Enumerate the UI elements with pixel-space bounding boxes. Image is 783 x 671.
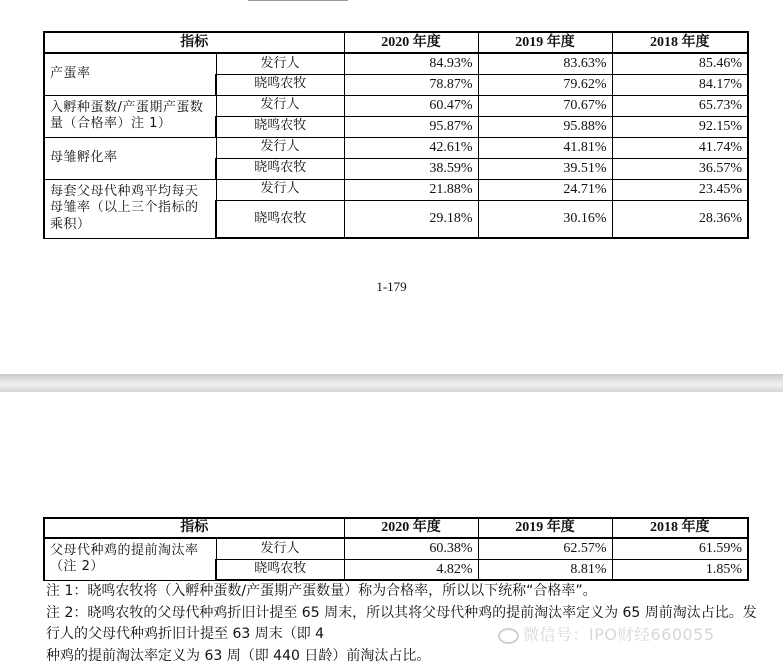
table-row [44,95,748,116]
value-cell: 42.61% [344,137,478,158]
table-row [44,53,748,74]
value-cell: 95.88% [478,116,612,137]
value-cell: 60.38% [344,538,478,559]
wechat-watermark [498,622,715,645]
watermark-text: 微信号：IPO财经660055 [523,625,715,644]
value-cell: 8.81% [478,559,612,580]
value-cell: 65.73% [612,95,748,116]
value-cell: 70.67% [478,95,612,116]
value-cell: 84.17% [612,74,748,95]
value-cell: 85.46% [612,53,748,74]
value-cell: 4.82% [344,559,478,580]
table-row [44,538,748,559]
value-cell: 79.62% [478,74,612,95]
value-cell: 36.57% [612,158,748,179]
indicator-label: 父母代种鸡的提前淘汰率（注 2） [44,538,216,580]
elimination-rate-table [43,517,749,581]
value-cell: 41.74% [612,137,748,158]
value-cell: 23.45% [612,179,748,200]
value-cell: 30.16% [478,200,612,238]
note-2: 注 2：晓鸣农牧的父母代种鸡折旧计提至 65 周末，所以其将父母代种鸡的提前淘汰率定义为 65 周前淘汰占比。发行人的父母代种鸡折旧计提至 63 周末（即 4 [46,604,757,642]
header-year-2020: 2020 年度 [344,32,478,53]
table-row [44,137,748,158]
header-year-2018: 2018 年度 [612,518,748,538]
indicator-label: 产蛋率 [44,53,216,95]
value-cell: 83.63% [478,53,612,74]
value-cell: 24.71% [478,179,612,200]
value-cell: 78.87% [344,74,478,95]
value-cell: 92.15% [612,116,748,137]
header-indicator: 指标 [44,32,344,53]
table-header-row [44,518,748,538]
wechat-icon [498,628,519,644]
entity-label: 发行人 [216,53,344,74]
entity-label: 晓鸣农牧 [216,158,344,179]
value-cell: 29.18% [344,200,478,238]
value-cell: 1.85% [612,559,748,580]
entity-label: 发行人 [216,137,344,158]
page-separator [0,374,783,392]
note-2-continued: 种鸡的提前淘汰率定义为 63 周（即 440 日龄）前淘汰占比。 [46,647,431,664]
table-row [44,179,748,200]
note-1: 注 1：晓鸣农牧将（入孵种蛋数/产蛋期产蛋数量）称为合格率，所以以下统称“合格率”。 [46,583,597,599]
value-cell: 95.87% [344,116,478,137]
entity-label: 发行人 [216,538,344,559]
entity-label: 晓鸣农牧 [216,74,344,95]
header-indicator: 指标 [44,518,344,538]
value-cell: 62.57% [478,538,612,559]
indicator-table [43,31,749,239]
entity-label: 晓鸣农牧 [216,559,344,580]
value-cell: 21.88% [344,179,478,200]
indicator-label: 入孵种蛋数/产蛋期产蛋数量（合格率）注 1） [44,95,216,137]
header-rule [248,0,348,1]
header-year-2018: 2018 年度 [612,32,748,53]
value-cell: 84.93% [344,53,478,74]
header-year-2020: 2020 年度 [344,518,478,538]
value-cell: 39.51% [478,158,612,179]
page-number: 1-179 [376,279,407,294]
entity-label: 发行人 [216,95,344,116]
indicator-label: 每套父母代种鸡平均每天母雏率（以上三个指标的乘积） [44,179,216,238]
indicator-label: 母雏孵化率 [44,137,216,179]
header-year-2019: 2019 年度 [478,32,612,53]
value-cell: 61.59% [612,538,748,559]
value-cell: 28.36% [612,200,748,238]
entity-label: 发行人 [216,179,344,200]
table-header-row [44,32,748,53]
value-cell: 60.47% [344,95,478,116]
value-cell: 41.81% [478,137,612,158]
value-cell: 38.59% [344,158,478,179]
entity-label: 晓鸣农牧 [216,116,344,137]
entity-label: 晓鸣农牧 [216,200,344,238]
header-year-2019: 2019 年度 [478,518,612,538]
